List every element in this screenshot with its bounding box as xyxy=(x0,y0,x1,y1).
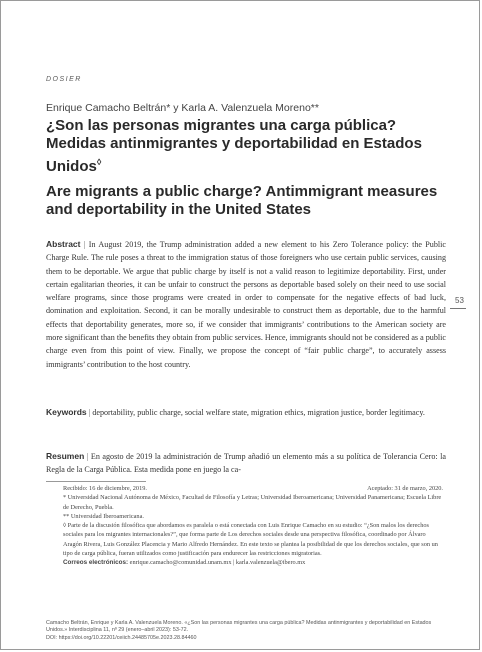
abstract-label: Abstract xyxy=(46,239,81,249)
title-spanish xyxy=(46,117,441,176)
keywords-text: deportability, public charge, social welfare state, migration ethics, migration justice, border legitimacy. xyxy=(92,408,425,417)
page-number: 53 xyxy=(455,296,464,305)
received-date: Recibido: 16 de diciembre, 2019. xyxy=(63,485,147,492)
title-english: Are migrants a public charge? Antimmigrant measures and deportability in the United States xyxy=(46,183,438,218)
section-label: DOSIER xyxy=(46,76,82,83)
footnotes-block xyxy=(63,484,443,568)
citation-block xyxy=(46,620,441,642)
footnote-affiliation-2: ** Universidad Iberoamericana. xyxy=(63,512,144,520)
page-number-rule xyxy=(450,308,466,309)
resumen-label: Resumen xyxy=(46,451,85,461)
keywords-paragraph: Keywords | deportability, public charge, social welfare state, migration ethics, migration justice, border legitimacy. xyxy=(46,407,425,417)
citation-doi: DOI: https://doi.org/10.22201/ceiich.24485705e.2023.28.84460 xyxy=(46,634,197,641)
footnote-title-note: ◊ Parte de la discusión filosófica que abordamos es paralela o está conectada con Luis Enrique Camacho en su estudio: “¿Son malos los derechos sociales para los migrantes internacionales?”, que forma parte de Los derechos sociales desde una perspectiva filosófica, coordinado por Álvaro Aragón Rivera, Luis González Placencia y Mario Alfredo Hernández. En este texto se plantea la posibilidad de que los derechos sociales, que son un tipo de carga pública, fueran utilizados como justificación para endurecer las restricciones migratorias. xyxy=(63,522,438,558)
citation-reference: Camacho Beltrán, Enrique y Karla A. Valenzuela Moreno. «¿Son las personas migrantes una carga pública? Medidas antinmigrantes y deportabilidad en Estados Unidos.» Interdisciplina 11, nº 29 (enero–abril 2023): 53-72. xyxy=(46,620,432,634)
emails-label: Correos electrónicos: xyxy=(63,559,129,567)
title-spanish-text: ¿Son las personas migrantes una carga pública? Medidas antinmigrantes y deportabilidad en Estados Unidos xyxy=(46,117,422,175)
footnote-divider xyxy=(46,481,146,482)
keywords-label: Keywords xyxy=(46,407,87,417)
title-footnote-mark: ◊ xyxy=(96,157,102,167)
resumen-text: En agosto de 2019 la administración de Trump añadió un elemento más a su política de Tolerancia Cero: la Regla de la Carga Pública. Esta medida pone en juego la ca- xyxy=(46,452,446,475)
resumen-paragraph: Resumen | En agosto de 2019 la administración de Trump añadió un elemento más a su política de Tolerancia Cero: la Regla de la Carga Pública. Esta medida pone en juego la ca- xyxy=(46,451,446,475)
abstract-paragraph: Abstract | In August 2019, the Trump administration added a new element to his Zero Tolerance policy: the Public Charge Rule. The rule poses a threat to the immigration status of those foreigners who use certain public services, causing them to be deportable. We argue that public charge by itself is not a valid reason to legitimize deportability. First, under certain egalitarian theories, it can be unfair to construct the persons as deportable based solely on their need to use social welfare programs, since those programs were created in order to compensate for the negative effects of bad luck, domination and exploitation. Second, it can be morally undesirable to construct them as deportable, due to the harmful effects that deportability generates, more so, if we consider that immigrants’ contributions to the American society are more significant than the benefits they obtain from public services. Hence, immigrants should not be considered as a public charge even from this point of view. Finally, we propose the concept of “fair public charge”, to accurately assess immigrants’ contribution to the host country. xyxy=(46,239,446,369)
emails-text: enrique.camacho@comunidad.unam.mx | karla.valenzuela@ibero.mx xyxy=(129,559,306,567)
dates-row xyxy=(63,484,443,493)
abstract-text: In August 2019, the Trump administration added a new element to his Zero Tolerance policy: the Public Charge Rule. The rule poses a threat to the immigration status of those foreigners who use certain public services, causing them to be deportable. We argue that public charge by itself is not a valid reason to legitimize deportability. First, under certain egalitarian theories, it can be unfair to construct the persons as deportable based solely on their need to use social welfare programs, since those programs were created in order to compensate for the negative effects of bad luck, domination and exploitation. Second, it can be morally undesirable to construct them as deportable, due to the harmful effects that deportability generates, more so, if we consider that immigrants’ contributions to the American society are more significant than the benefits they obtain from public services. Hence, immigrants should not be considered as a public charge even from this point of view. Finally, we propose the concept of “fair public charge”, to accurately assess immigrants’ contribution to the host country. xyxy=(46,240,446,369)
footnote-emails xyxy=(63,558,443,567)
accepted-date: Aceptado: 31 de marzo, 2020. xyxy=(367,485,443,492)
author-line: Enrique Camacho Beltrán* y Karla A. Valenzuela Moreno** xyxy=(46,102,319,114)
footnote-affiliation-1: * Universidad Nacional Autónoma de México, Facultad de Filosofía y Letras; Universidad Iberoamericana; Universidad Panamericana; Escuela Libre de Derecho, Puebla. xyxy=(63,494,442,511)
